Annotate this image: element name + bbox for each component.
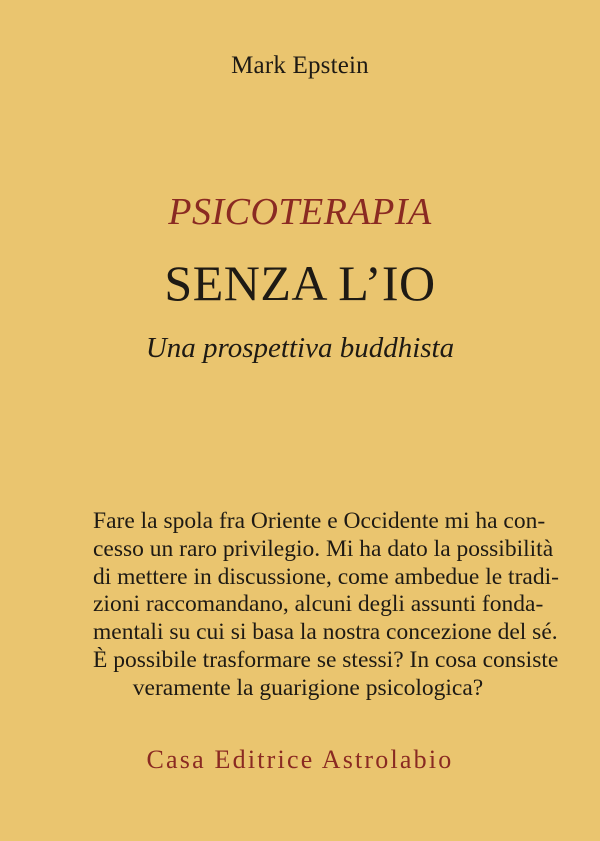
blurb-line: È possibile trasformare se stessi? In cosa consiste bbox=[93, 646, 559, 673]
blurb-line: Fare la spola fra Oriente e Occidente mi ha con- bbox=[93, 508, 546, 534]
blurb-line: mentali su cui si basa la nostra concezione del sé. bbox=[93, 619, 558, 646]
author-name: Mark Epstein bbox=[231, 52, 369, 79]
blurb-text bbox=[93, 508, 559, 703]
subtitle: Una prospettiva buddhista bbox=[145, 332, 455, 364]
title-line-1: PSICOTERAPIA bbox=[168, 191, 432, 233]
publisher-name: Casa Editrice Astrolabio bbox=[146, 745, 454, 774]
blurb-line: cesso un raro privilegio. Mi ha dato la possibilità bbox=[93, 535, 554, 562]
blurb-line: veramente la guarigione psicologica? bbox=[132, 674, 484, 701]
blurb-line: zioni raccomandano, alcuni degli assunti fonda- bbox=[93, 591, 544, 618]
blurb-line: di mettere in discussione, come ambedue le tradi- bbox=[93, 563, 559, 590]
title-line-2: SENZA L’IO bbox=[164, 255, 436, 311]
